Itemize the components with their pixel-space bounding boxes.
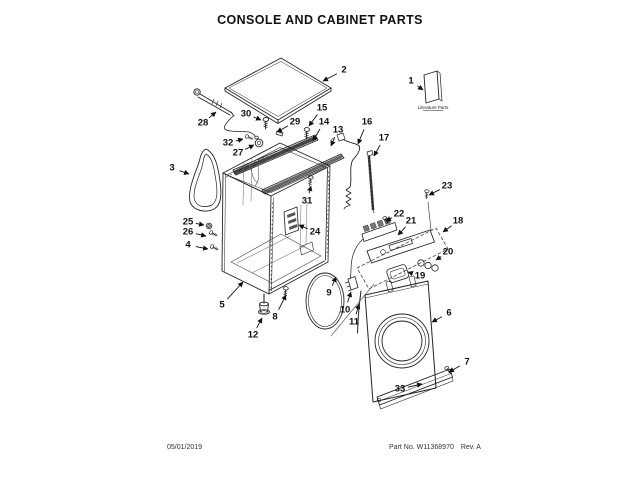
part-17-cable-tie xyxy=(367,151,374,214)
callout-number-31: 31 xyxy=(301,195,313,207)
callout-number-29: 29 xyxy=(289,116,301,128)
page-title: CONSOLE AND CABINET PARTS xyxy=(217,13,423,27)
callout-number-2: 2 xyxy=(341,64,347,76)
callout-number-15: 15 xyxy=(316,102,328,114)
part-26-screw xyxy=(209,230,218,238)
callout-number-12: 12 xyxy=(247,329,259,341)
callout-number-13: 13 xyxy=(332,124,344,136)
footer-part-no: Part No. W11368970 xyxy=(389,444,454,451)
callout-arrow-26 xyxy=(196,234,206,236)
callout-number-21: 21 xyxy=(405,215,417,227)
callout-number-5: 5 xyxy=(219,299,225,311)
callout-arrow-31 xyxy=(309,186,311,193)
part-12-leveling-foot xyxy=(259,294,270,314)
callout-number-3: 3 xyxy=(169,162,175,174)
callout-number-18: 18 xyxy=(452,215,464,227)
callout-arrow-25 xyxy=(196,223,204,225)
callout-arrow-4 xyxy=(196,247,208,249)
part-33-kick-panel xyxy=(377,369,453,409)
callout-30 xyxy=(241,109,261,121)
callout-arrow-18 xyxy=(443,226,452,232)
callout-layer xyxy=(169,65,469,395)
callout-7 xyxy=(449,357,470,373)
part-16-wire-harness xyxy=(331,133,360,209)
callout-14 xyxy=(313,117,330,142)
part-30-screw xyxy=(263,117,269,129)
callout-number-24: 24 xyxy=(309,226,321,238)
callout-number-9: 9 xyxy=(326,287,332,299)
callout-17 xyxy=(374,133,389,157)
callout-number-23: 23 xyxy=(441,180,453,192)
callout-arrow-23 xyxy=(429,190,440,195)
callout-number-4: 4 xyxy=(185,239,191,251)
footer-revision: Rev. A xyxy=(460,444,481,451)
callout-arrow-27 xyxy=(245,145,254,149)
part-24-bracket xyxy=(284,207,299,235)
part-13-rail xyxy=(262,154,344,194)
callout-number-14: 14 xyxy=(318,116,330,128)
part-4-screw xyxy=(210,244,219,252)
callout-arrow-30 xyxy=(253,117,261,120)
callout-number-10: 10 xyxy=(339,304,351,316)
callout-number-1: 1 xyxy=(408,75,414,87)
callout-3 xyxy=(169,163,189,175)
callout-arrow-6 xyxy=(432,317,442,322)
callout-arrow-10 xyxy=(348,292,351,302)
callout-31 xyxy=(302,186,313,207)
callout-number-11: 11 xyxy=(348,316,360,328)
callout-27 xyxy=(233,145,254,159)
callout-number-19: 19 xyxy=(414,270,426,282)
callout-arrow-32 xyxy=(236,139,243,141)
callout-arrow-3 xyxy=(180,171,189,174)
part-21-control-board xyxy=(362,218,397,242)
callout-arrow-15 xyxy=(309,114,317,126)
callout-1 xyxy=(408,76,423,91)
callout-arrow-7 xyxy=(449,366,460,372)
part-23-screw xyxy=(424,190,429,199)
part-27-grommet xyxy=(255,139,263,147)
callout-20 xyxy=(436,247,453,261)
part-9-door-ring xyxy=(306,273,344,329)
callout-number-7: 7 xyxy=(464,356,470,368)
callout-number-32: 32 xyxy=(222,137,234,149)
part-19-dispenser xyxy=(386,264,409,283)
part-20-knobs xyxy=(418,260,438,271)
part-3-seal xyxy=(189,149,221,211)
callout-number-26: 26 xyxy=(182,226,194,238)
callout-arrow-8 xyxy=(279,295,286,310)
callout-arrow-12 xyxy=(257,318,262,328)
callout-24 xyxy=(299,225,321,238)
callout-16 xyxy=(358,117,372,145)
callout-number-20: 20 xyxy=(442,246,454,258)
callout-number-27: 27 xyxy=(232,147,244,159)
callout-6 xyxy=(432,308,452,323)
callout-23 xyxy=(429,181,452,196)
callout-number-30: 30 xyxy=(240,108,252,120)
callout-arrow-2 xyxy=(323,74,337,81)
callout-arrow-5 xyxy=(227,282,243,299)
callout-arrow-29 xyxy=(277,126,288,132)
callout-9 xyxy=(326,277,336,299)
callout-2 xyxy=(323,65,347,82)
callout-22 xyxy=(386,209,404,222)
callout-19 xyxy=(408,271,425,282)
callout-13 xyxy=(331,125,343,147)
callout-12 xyxy=(248,318,262,341)
callout-arrow-21 xyxy=(398,227,406,235)
callout-18 xyxy=(443,216,463,233)
callout-number-25: 25 xyxy=(182,216,194,228)
callout-arrow-28 xyxy=(209,112,216,118)
callout-number-16: 16 xyxy=(361,116,373,128)
callout-number-8: 8 xyxy=(272,311,278,323)
callout-26 xyxy=(183,227,206,238)
callout-4 xyxy=(185,240,208,251)
callout-28 xyxy=(198,112,216,129)
footer-date: 05/01/2019 xyxy=(167,444,203,451)
callout-number-17: 17 xyxy=(378,132,390,144)
part-5-cabinet xyxy=(222,143,330,294)
callout-number-28: 28 xyxy=(197,117,209,129)
callout-5 xyxy=(219,282,243,311)
footer-part-number xyxy=(389,444,488,451)
callout-arrow-19 xyxy=(408,272,412,273)
callout-number-22: 22 xyxy=(393,208,405,220)
callout-number-6: 6 xyxy=(446,307,452,319)
callout-number-33: 33 xyxy=(394,383,406,395)
part-10-connector xyxy=(346,277,359,292)
part-25-grommet xyxy=(206,223,212,229)
callout-arrow-17 xyxy=(374,145,380,156)
callout-arrow-16 xyxy=(358,129,364,144)
callout-8 xyxy=(272,295,286,323)
part-31-screw xyxy=(307,175,313,186)
callout-arrow-1 xyxy=(417,86,423,90)
literature-caption: Literature Parts xyxy=(417,105,449,110)
callout-arrow-20 xyxy=(436,256,441,260)
part-32-fastener xyxy=(245,134,254,141)
